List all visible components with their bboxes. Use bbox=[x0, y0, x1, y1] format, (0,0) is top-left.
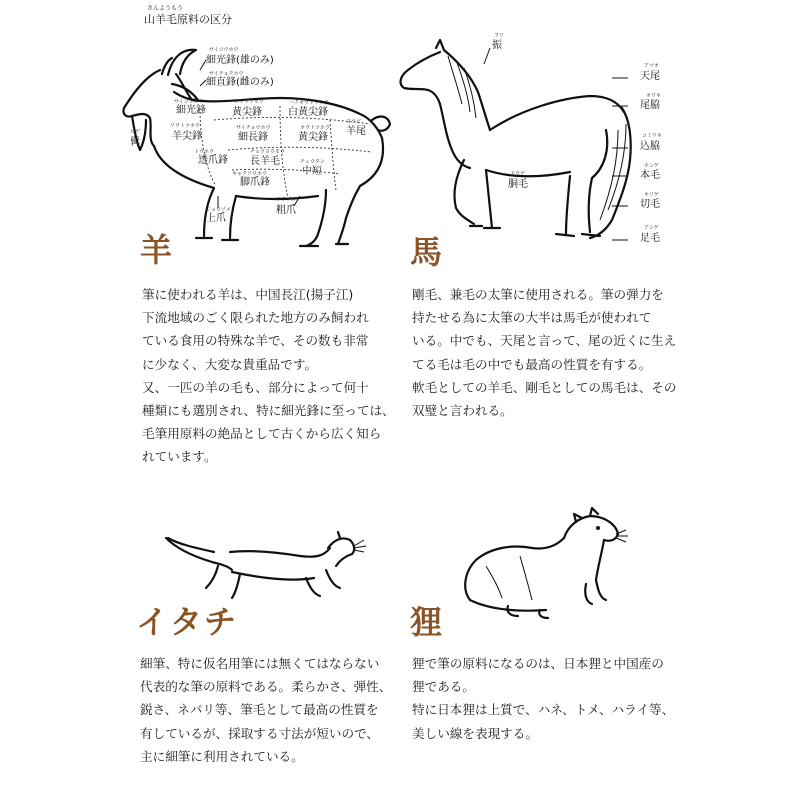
goat-label: 黄尖鋒 bbox=[298, 132, 328, 143]
goat-label-ruby: アラヅメ bbox=[276, 197, 296, 203]
text-line: に少なく、大変な貴重品です。 bbox=[142, 356, 318, 372]
goat-label-ruby: オウトツホウ bbox=[234, 99, 265, 105]
goat-label: 細直鋒(雌のみ) bbox=[206, 77, 274, 88]
goat-label-ruby: チュウタン bbox=[300, 159, 325, 165]
text-line: 軟毛としての羊毛、剛毛としての馬毛は、その bbox=[412, 379, 677, 395]
goat-label: 髯 bbox=[130, 137, 140, 148]
horse-label: 天尾 bbox=[640, 71, 660, 82]
goat-label: 透爪鋒 bbox=[198, 155, 228, 166]
goat-label: 羊尖鋒 bbox=[172, 131, 202, 142]
text-line: 下流地域のごく限られた地方のみ飼われ bbox=[142, 310, 369, 326]
text-line: 特に日本狸は上質で、ハネ、トメ、ハライ等、 bbox=[412, 702, 675, 718]
goat-label: 上爪 bbox=[206, 213, 226, 224]
horse-label: 本毛 bbox=[640, 170, 660, 181]
goat-label-ruby: サイチョウホウ bbox=[236, 125, 271, 131]
text-line: 毛筆用原料の絶品として古くから広く知ら bbox=[142, 426, 382, 442]
goat-label: 白黄尖鋒 bbox=[288, 107, 328, 118]
goat-label: 粗爪 bbox=[276, 205, 296, 216]
goat-label-ruby: ヨウビ bbox=[346, 119, 362, 125]
weasel-heading: イタチ bbox=[136, 603, 239, 641]
text-line: いる。中でも、天尾と言って、尾の近くに生え bbox=[412, 333, 677, 349]
horse-label-ruby: ホンゲ bbox=[644, 163, 659, 169]
text-line: 筆に使われる羊は、中国長江(揚子江) bbox=[142, 287, 354, 302]
goat-label: 細光鋒 bbox=[176, 105, 206, 116]
goat-label-ruby: ソウトツホウ bbox=[170, 123, 201, 129]
horse-label: 振 bbox=[492, 40, 502, 51]
goat-label-ruby: トウホウ bbox=[194, 149, 215, 155]
raccoon-dog-paragraph bbox=[412, 652, 682, 745]
goat-label: 中短 bbox=[302, 166, 322, 177]
horse-label: 胴毛 bbox=[508, 179, 528, 190]
text-line: 双璧と言われる。 bbox=[412, 403, 513, 419]
text-line: 美しい線を表現する。 bbox=[412, 725, 538, 741]
horse-label-ruby: フリ bbox=[494, 33, 504, 39]
horse-heading: 馬 bbox=[410, 233, 445, 271]
horse-label-ruby: アマオ bbox=[644, 63, 660, 69]
horse-label-ruby: アシゲ bbox=[644, 225, 659, 231]
text-line: れています。 bbox=[142, 449, 217, 465]
goat-label: 長羊毛 bbox=[250, 156, 280, 167]
text-line: ている食用の特殊な羊で、その数も非常 bbox=[142, 333, 369, 349]
goat-label-ruby: ハクオウトツホウ bbox=[289, 100, 330, 106]
horse-label: 尾脇 bbox=[640, 100, 660, 111]
goat-diagram-title: 山羊毛原料の区分 bbox=[144, 13, 232, 26]
goat-label-ruby: ヒゲ bbox=[130, 129, 141, 135]
goat-label: 黄尖鋒 bbox=[232, 107, 262, 118]
text-line: てる毛は毛の中でも最高の性質を有する。 bbox=[412, 356, 652, 372]
text-line: 狸である。 bbox=[412, 679, 475, 695]
text-line: 剛毛、兼毛の太筆に使用される。筆の弾力を bbox=[412, 287, 664, 302]
horse-label-ruby: オワキ bbox=[646, 93, 662, 99]
raccoon-dog-heading: 狸 bbox=[410, 603, 445, 641]
text-line: 種類にも選別され、特に細光鋒に至っては、 bbox=[142, 403, 395, 419]
text-line: 代表的な筆の原料である。柔らかさ、弾性、 bbox=[140, 679, 392, 695]
goat-label-ruby: キャクソウホウ bbox=[232, 171, 268, 177]
text-line: 細筆、特に仮名用筆には無くてはならない bbox=[140, 656, 380, 671]
goat-diagram-ruby: さんようもう bbox=[147, 5, 184, 12]
text-line: 持たせる為に太筆の大半は馬毛が使われて bbox=[412, 310, 652, 326]
horse-label-ruby: コミワキ bbox=[642, 133, 663, 139]
horse-label-ruby: キリゲ bbox=[644, 192, 659, 198]
text-line: 又、一匹の羊の毛も、部分によって何十 bbox=[142, 379, 369, 395]
horse-label: 足毛 bbox=[640, 233, 660, 244]
goat-label-ruby: サイコウホウ bbox=[174, 99, 204, 105]
goat-label: 細光鋒(雄のみ) bbox=[206, 55, 274, 66]
text-line: 有しているが、採取する寸法が短いので、 bbox=[140, 725, 380, 741]
goat-label-ruby: チョウヨウモウ bbox=[250, 149, 285, 155]
goat-label-ruby: サイチョクホウ bbox=[209, 71, 244, 77]
text-line: 主に細筆に利用されている。 bbox=[140, 748, 304, 764]
goat-label: 細長鋒 bbox=[238, 132, 268, 143]
goat-label-ruby: ジョウヅメ bbox=[206, 207, 231, 213]
horse-label: 切毛 bbox=[640, 199, 660, 210]
sheep-heading: 羊 bbox=[140, 231, 175, 269]
goat-label-ruby: サイコウホウ bbox=[209, 47, 239, 53]
text-line: 鋭さ、ネバリ等、筆毛として最高の性質を bbox=[140, 702, 379, 718]
horse-label-ruby: ドウゲ bbox=[510, 171, 526, 177]
horse-label: 込脇 bbox=[640, 141, 660, 152]
goat-label: 脚爪鋒 bbox=[240, 177, 270, 188]
text-line: 狸で筆の原料になるのは、日本狸と中国産の bbox=[412, 656, 664, 671]
goat-label: 羊尾 bbox=[346, 126, 366, 137]
goat-label-ruby: オウトツホウ bbox=[300, 125, 331, 131]
